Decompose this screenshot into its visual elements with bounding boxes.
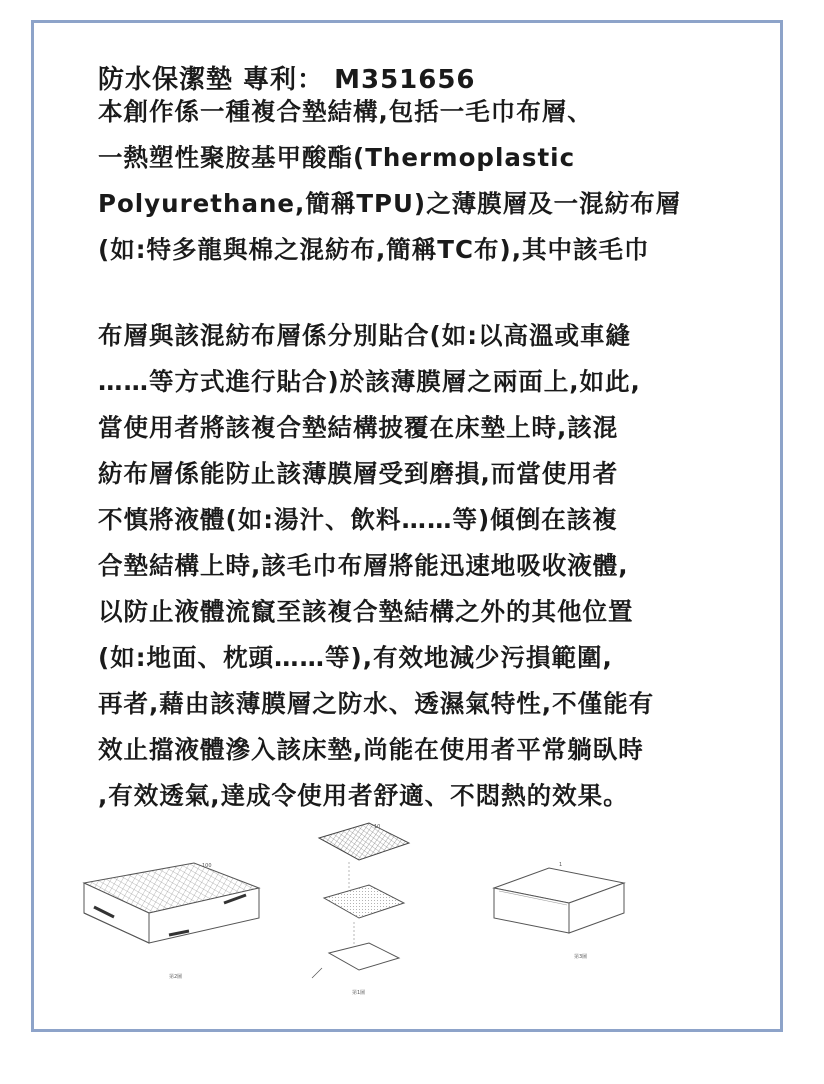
text-line: 以防止液體流竄至該複合墊結構之外的其他位置: [98, 597, 634, 626]
paragraph-1: [98, 89, 681, 273]
figure-exploded-layers: [304, 818, 424, 1003]
paragraph-2: [98, 313, 654, 819]
text-line: 不慎將液體(如:湯汁、飲料……等)傾倒在該複: [98, 505, 618, 534]
figure-mattress: [489, 858, 629, 968]
text-line: 效止擋液體滲入該床墊,尚能在使用者平常躺臥時: [98, 735, 644, 764]
figure-caption: 第3圖: [574, 954, 588, 960]
figure-ref: 10: [374, 824, 381, 830]
text-line: 布層與該混紡布層係分別貼合(如:以高溫或車縫: [98, 321, 631, 350]
text-line: 合墊結構上時,該毛巾布層將能迅速地吸收液體,: [98, 551, 629, 580]
text-line: 當使用者將該複合墊結構披覆在床墊上時,該混: [98, 413, 619, 442]
text-line: 紡布層係能防止該薄膜層受到磨損,而當使用者: [98, 459, 619, 488]
text-line: ,有效透氣,達成令使用者舒適、不悶熱的效果。: [98, 781, 629, 810]
page-title: 防水保潔墊 專利： M351656: [98, 65, 476, 95]
text-line: 本創作係一種複合墊結構,包括一毛巾布層、: [98, 97, 593, 126]
figure-ref: 100: [202, 863, 212, 869]
text-line: 一熱塑性聚胺基甲酸酯(Thermoplastic: [98, 143, 576, 172]
text-line: Polyurethane,簡稱TPU)之薄膜層及一混紡布層: [98, 189, 682, 218]
page-frame: [31, 20, 783, 1032]
text-line: 再者,藉由該薄膜層之防水、透濕氣特性,不僅能有: [98, 689, 655, 718]
text-line: ……等方式進行貼合)於該薄膜層之兩面上,如此,: [98, 367, 641, 396]
text-line: (如:特多龍與棉之混紡布,簡稱TC布),其中該毛巾: [98, 235, 650, 264]
figure-caption: 第2圖: [169, 974, 183, 980]
figure-fitted-pad: [74, 843, 274, 993]
text-line: (如:地面、枕頭……等),有效地減少污損範圍,: [98, 643, 613, 672]
figure-caption: 第1圖: [352, 990, 366, 996]
figure-ref: 1: [559, 862, 563, 868]
